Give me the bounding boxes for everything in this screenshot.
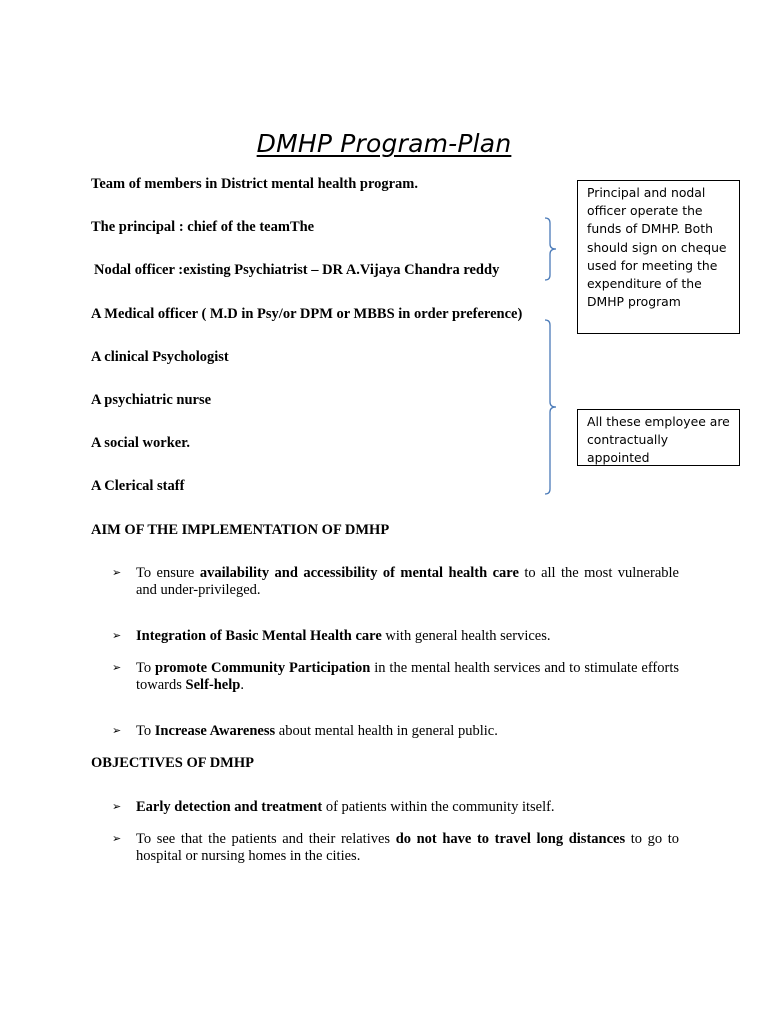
text-run: To ensure — [136, 565, 200, 581]
bullet-arrow-icon: ➢ — [112, 725, 122, 737]
aim-item-text — [136, 723, 679, 740]
bullet-arrow-icon: ➢ — [112, 630, 122, 642]
text-run: in the mental health services and to stimulate efforts towards — [136, 660, 679, 693]
note-contract-box — [577, 409, 740, 466]
page-title: DMHP Program-Plan — [256, 129, 512, 158]
objectives-heading: OBJECTIVES OF DMHP — [91, 755, 255, 771]
objective-item-text — [136, 799, 679, 816]
bullet-arrow-icon: ➢ — [112, 833, 122, 845]
aim-item-text — [136, 565, 679, 599]
objective-item-text — [136, 831, 679, 865]
team-member-psychologist: A clinical Psychologist — [91, 349, 229, 365]
aim-item-text — [136, 628, 679, 645]
bold-run: promote Community Participation — [155, 660, 371, 676]
text-run: to all the most vulnerable and under-privileged. — [136, 565, 679, 598]
bullet-arrow-icon: ➢ — [112, 662, 122, 674]
team-member-medical-officer: A Medical officer ( M.D in Psy/or DPM or MBBS in order preference) — [91, 306, 523, 322]
brace-principal-nodal — [540, 214, 570, 284]
bold-run: Increase Awareness — [154, 723, 276, 739]
aim-item-text — [136, 660, 679, 694]
brace-staff-path — [545, 320, 556, 494]
bold-run: Integration of Basic Mental Health care — [136, 628, 382, 644]
bullet-arrow-icon: ➢ — [112, 801, 122, 813]
brace-principal-nodal-path — [545, 218, 556, 280]
text-run: . — [240, 677, 244, 693]
team-member-clerical-staff: A Clerical staff — [91, 478, 185, 494]
aim-heading: AIM OF THE IMPLEMENTATION OF DMHP — [91, 522, 390, 538]
note-funds-box — [577, 180, 740, 334]
text-run: with general health services. — [381, 628, 551, 644]
note-funds-text: Principal and nodal officer operate the funds of DMHP. Both should sign on cheque used for meeting the expenditure of the DMHP program — [587, 185, 727, 310]
team-member-principal: The principal : chief of the teamThe — [91, 219, 315, 235]
text-run: To see that the patients and their relatives — [136, 831, 396, 847]
bold-run: availability and accessibility of mental health care — [199, 565, 519, 581]
text-run: To — [136, 660, 155, 676]
bold-run: Self-help — [185, 677, 241, 693]
bold-run: do not have to travel long distances — [395, 831, 626, 847]
bold-run: Early detection and treatment — [136, 799, 323, 815]
text-run: of patients within the community itself. — [322, 799, 555, 815]
brace-staff — [540, 316, 580, 498]
team-heading: Team of members in District mental health program. — [91, 176, 419, 192]
team-member-nodal-officer: Nodal officer :existing Psychiatrist – DR A.Vijaya Chandra reddy — [94, 262, 500, 278]
text-run: to go to hospital or nursing homes in the cities. — [136, 831, 680, 864]
note-contract-text: All these employee are contractually appointed — [587, 414, 730, 466]
text-run: about mental health in general public. — [275, 723, 498, 739]
team-member-nurse: A psychiatric nurse — [91, 392, 212, 408]
text-run: To — [136, 723, 155, 739]
bullet-arrow-icon: ➢ — [112, 567, 122, 579]
team-member-social-worker: A social worker. — [91, 435, 190, 451]
